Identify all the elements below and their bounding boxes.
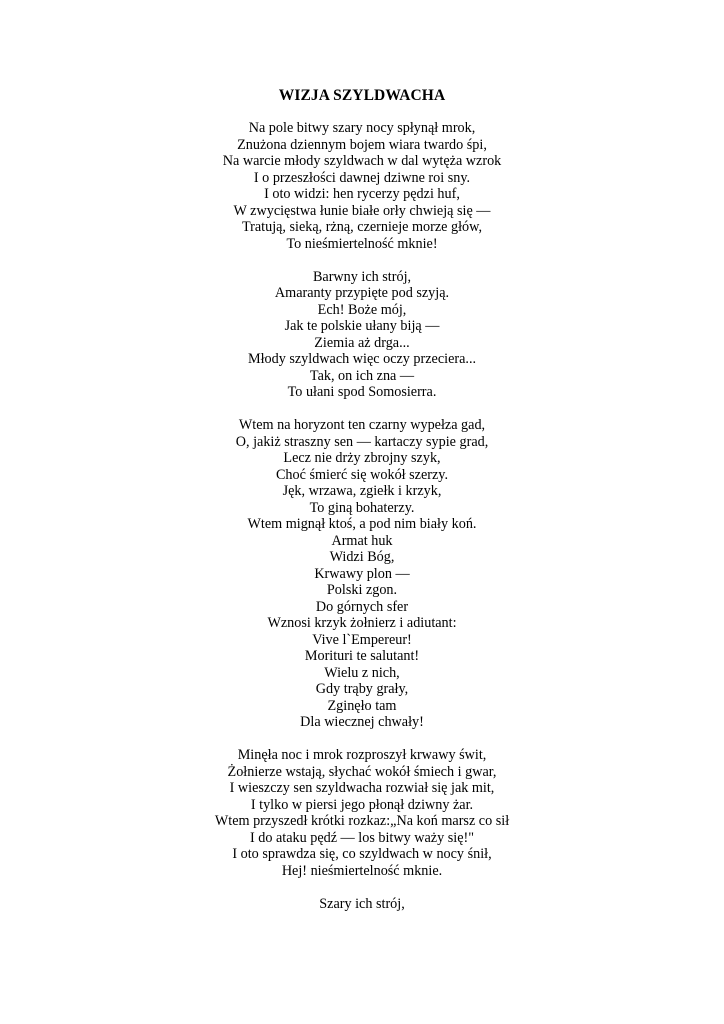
poem-line: Vive l`Empereur! [312, 631, 412, 648]
poem-line: Wtem na horyzont ten czarny wypełza gad, [238, 417, 486, 433]
poem-line: Zginęło tam [327, 697, 397, 714]
poem-line: Choć śmierć się wokół szerzy. [275, 466, 449, 483]
poem-line: Do górnych sfer [315, 598, 409, 615]
poem-line: Dla wiecznej chwały! [300, 714, 424, 730]
poem-line: Amaranty przypięte pod szyją. [274, 285, 450, 301]
poem-line: To nieśmiertelność mknie! [286, 235, 438, 252]
poem-line: Jęk, wrzawa, zgiełk i krzyk, [282, 483, 442, 499]
poem-line: Ech! Boże mój, [317, 301, 407, 318]
poem-line: Barwny ich strój, [312, 268, 412, 285]
poem-line: Krwawy plon — [314, 565, 410, 582]
poem-line: Wielu z nich, [324, 664, 400, 681]
poem-line: Wtem mignął ktoś, a pod nim biały koń. [247, 516, 477, 532]
poem-line: Szary ich strój, [319, 895, 405, 912]
poem-body [0, 120, 724, 929]
poem-line: W zwycięstwa łunie białe orły chwieją się — [233, 202, 491, 219]
stanza [0, 896, 724, 913]
poem-line: Armat huk [331, 532, 393, 549]
poem-line: Tak, on ich zna — [309, 367, 415, 384]
poem-line: To ułani spod Somosierra. [287, 384, 437, 400]
poem-line: I oto sprawdza się, co szyldwach w nocy śnił, [232, 846, 492, 862]
stanza [0, 269, 724, 401]
poem-line: Polski zgon. [326, 582, 398, 598]
poem-line: Wtem przyszedł krótki rozkaz:„Na koń marsz co sił [214, 813, 510, 829]
poem-line: I oto widzi: hen rycerzy pędzi huf, [264, 186, 460, 202]
poem-line: I tylko w piersi jego płonął dziwny żar. [250, 796, 474, 813]
poem-line: I wieszczy sen szyldwacha rozwiał się jak mit, [229, 780, 495, 796]
poem-line: Jak te polskie ułany biją — [284, 318, 440, 334]
poem-line: Lecz nie drży zbrojny szyk, [283, 450, 441, 466]
poem-line: Gdy trąby grały, [315, 681, 409, 697]
stanza [0, 747, 724, 879]
poem-line: Minęła noc i mrok rozproszył krwawy świt, [237, 747, 487, 763]
poem-line: Znużona dziennym bojem wiara twardo śpi, [237, 136, 487, 153]
poem-line: Na pole bitwy szary nocy spłynął mrok, [248, 120, 476, 136]
poem-line: Młody szyldwach więc oczy przeciera... [247, 351, 477, 367]
stanza [0, 120, 724, 252]
poem-line: Tratują, sieką, rżną, czernieje morze głów, [241, 219, 483, 235]
poem-line: O, jakiż straszny sen — kartaczy sypie grad, [235, 433, 489, 450]
poem-line: I o przeszłości dawnej dziwne roi sny. [253, 169, 471, 186]
poem-line: Hej! nieśmiertelność mknie. [281, 862, 443, 879]
poem-title: WIZJA SZYLDWACHA [278, 87, 446, 104]
poem-line: Na warcie młody szyldwach w dal wytęża wzrok [222, 153, 502, 169]
poem-line: Widzi Bóg, [329, 549, 395, 565]
poem-line: Ziemia aż drga... [314, 334, 410, 351]
poem-line: I do ataku pędź — los bitwy waży się!" [249, 829, 475, 846]
poem-line: To giną bohaterzy. [309, 499, 415, 516]
poem-line: Morituri te salutant! [304, 648, 420, 664]
poem-line: Wznosi krzyk żołnierz i adiutant: [267, 615, 457, 631]
stanza [0, 417, 724, 731]
poem-line: Żołnierze wstają, słychać wokół śmiech i gwar, [227, 763, 497, 780]
